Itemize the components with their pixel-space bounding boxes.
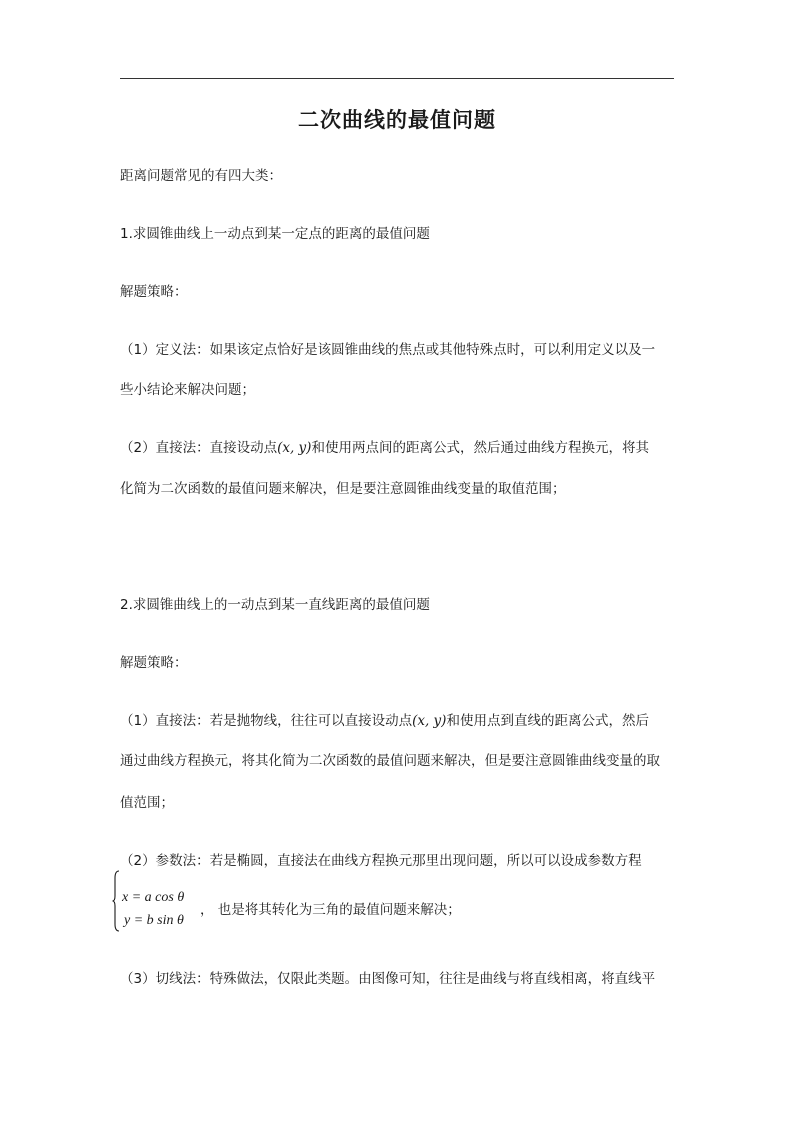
section-1-strategy-label: 解题策略： [120, 284, 188, 300]
equation-x: x = a cos θ [122, 890, 185, 905]
header-rule [120, 78, 674, 79]
parametric-equation-system [112, 870, 202, 932]
intro-text: 距离问题常见的有四大类： [120, 168, 282, 184]
s2-method-1-line-1 [120, 712, 649, 730]
left-brace-icon [112, 870, 120, 932]
s2-method-1-line-2: 通过曲线方程换元，将其化简为二次函数的最值问题来解决，但是要注意圆锥曲线变量的取 [120, 753, 660, 769]
s2-method-2-line-2: ， 也是将其转化为三角的最值问题来解决； [200, 902, 461, 918]
s1-method-2-line-2: 化简为二次函数的最值问题来解决，但是要注意圆锥曲线变量的取值范围； [120, 481, 566, 497]
point-xy-formula: (x, y) [277, 440, 312, 456]
point-xy-formula: (x, y) [412, 713, 447, 729]
s1-method-2-text-post: 和使用两点间的距离公式，然后通过曲线方程换元，将其 [311, 440, 649, 456]
s2-method-1-text-post: 和使用点到直线的距离公式，然后 [446, 713, 649, 729]
s1-method-1-line-1: （1）定义法：如果该定点恰好是该圆锥曲线的焦点或其他特殊点时，可以利用定义以及一 [120, 342, 656, 358]
s1-method-1-line-2: 些小结论来解决问题； [120, 382, 255, 398]
section-1-heading: 1.求圆锥曲线上一动点到某一定点的距离的最值问题 [120, 226, 430, 242]
s2-method-2-line-1: （2）参数法：若是椭圆，直接法在曲线方程换元那里出现问题，所以可以设成参数方程 [120, 853, 642, 869]
page-title: 二次曲线的最值问题 [298, 108, 496, 132]
s2-method-1-text-pre: （1）直接法：若是抛物线，往往可以直接设动点 [120, 713, 413, 729]
s2-method-3-line-1: （3）切线法：特殊做法，仅限此类题。由图像可知，往往是曲线与将直线相离，将直线平 [120, 971, 656, 987]
s1-method-2-line-1 [120, 439, 649, 457]
section-2-heading: 2.求圆锥曲线上的一动点到某一直线距离的最值问题 [120, 597, 430, 613]
s1-method-2-text-pre: （2）直接法：直接设动点 [120, 440, 278, 456]
equation-y: y = b sin θ [124, 913, 184, 928]
s2-method-1-line-3: 值范围； [120, 795, 174, 811]
section-2-strategy-label: 解题策略： [120, 655, 188, 671]
